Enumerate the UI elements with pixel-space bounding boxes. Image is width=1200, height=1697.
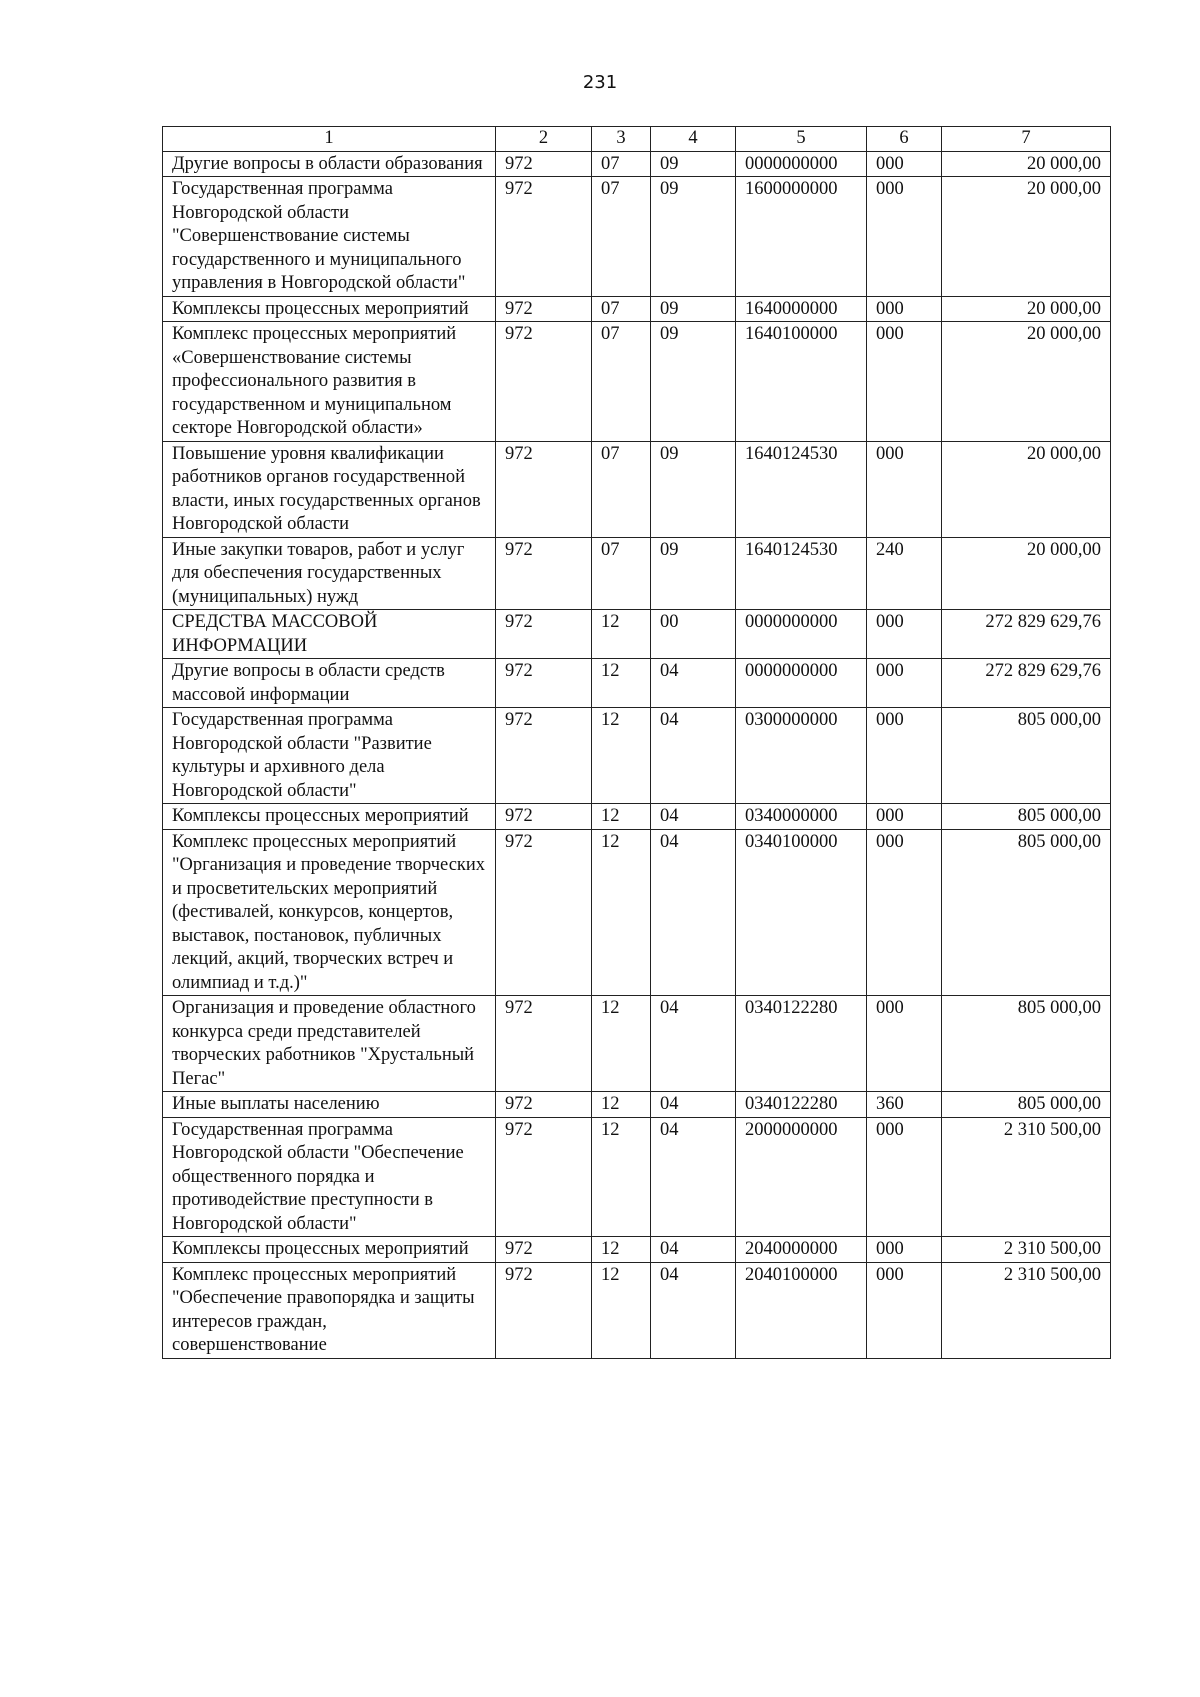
row-code-cell: 972 — [496, 1262, 592, 1358]
header-cell: 2 — [496, 127, 592, 152]
row-target-article-cell: 2040000000 — [736, 1237, 867, 1263]
row-code-cell: 972 — [496, 659, 592, 708]
row-expense-type-cell: 240 — [867, 537, 942, 610]
row-name-cell: Повышение уровня квалификации работников органов государственной власти, иных государственных органов Новгородской области — [163, 441, 496, 537]
row-target-article-cell: 1640124530 — [736, 537, 867, 610]
table-row — [163, 1092, 1111, 1118]
row-name-cell: Комплексы процессных мероприятий — [163, 1237, 496, 1263]
row-expense-type-cell: 000 — [867, 296, 942, 322]
row-subsection-cell: 09 — [651, 322, 736, 442]
row-name-cell: Государственная программа Новгородской области "Совершенствование системы государственного и муниципального управления в Новгородской области" — [163, 177, 496, 297]
table-row — [163, 996, 1111, 1092]
row-amount-cell: 272 829 629,76 — [942, 659, 1111, 708]
row-code-cell: 972 — [496, 322, 592, 442]
row-expense-type-cell: 000 — [867, 610, 942, 659]
row-target-article-cell: 1600000000 — [736, 177, 867, 297]
row-target-article-cell: 1640100000 — [736, 322, 867, 442]
row-code-cell: 972 — [496, 1092, 592, 1118]
row-amount-cell: 20 000,00 — [942, 177, 1111, 297]
row-code-cell: 972 — [496, 829, 592, 996]
row-subsection-cell: 09 — [651, 537, 736, 610]
row-section-cell: 07 — [592, 177, 651, 297]
row-section-cell: 12 — [592, 1117, 651, 1237]
row-name-cell: Комплекс процессных мероприятий "Организация и проведение творческих и просветительских мероприятий (фестивалей, конкурсов, концертов, выставок, постановок, публичных лекций, акций, творческих встреч и олимпиад и т.д.)" — [163, 829, 496, 996]
row-subsection-cell: 09 — [651, 151, 736, 177]
row-name-cell: Государственная программа Новгородской области "Развитие культуры и архивного дела Новгородской области" — [163, 708, 496, 804]
header-cell: 5 — [736, 127, 867, 152]
row-target-article-cell: 0340000000 — [736, 804, 867, 830]
row-target-article-cell: 0340122280 — [736, 1092, 867, 1118]
row-subsection-cell: 04 — [651, 659, 736, 708]
row-name-cell: Комплексы процессных мероприятий — [163, 804, 496, 830]
header-cell: 7 — [942, 127, 1111, 152]
row-amount-cell: 272 829 629,76 — [942, 610, 1111, 659]
row-target-article-cell: 0000000000 — [736, 151, 867, 177]
row-subsection-cell: 09 — [651, 177, 736, 297]
row-name-cell: Комплекс процессных мероприятий "Обеспечение правопорядка и защиты интересов граждан, совершенствование — [163, 1262, 496, 1358]
row-expense-type-cell: 000 — [867, 1262, 942, 1358]
table-row — [163, 610, 1111, 659]
row-section-cell: 07 — [592, 441, 651, 537]
row-subsection-cell: 04 — [651, 1237, 736, 1263]
row-section-cell: 12 — [592, 1092, 651, 1118]
row-target-article-cell: 2040100000 — [736, 1262, 867, 1358]
row-subsection-cell: 04 — [651, 708, 736, 804]
table-row — [163, 441, 1111, 537]
row-code-cell: 972 — [496, 177, 592, 297]
table-row — [163, 659, 1111, 708]
row-subsection-cell: 04 — [651, 829, 736, 996]
row-expense-type-cell: 000 — [867, 708, 942, 804]
row-name-cell: Государственная программа Новгородской области "Обеспечение общественного порядка и противодействие преступности в Новгородской области" — [163, 1117, 496, 1237]
row-name-cell: Комплекс процессных мероприятий «Совершенствование системы профессионального развития в государственном и муниципальном секторе Новгородской области» — [163, 322, 496, 442]
row-subsection-cell: 09 — [651, 296, 736, 322]
row-amount-cell: 20 000,00 — [942, 151, 1111, 177]
header-cell: 1 — [163, 127, 496, 152]
row-target-article-cell: 1640000000 — [736, 296, 867, 322]
row-code-cell: 972 — [496, 296, 592, 322]
row-target-article-cell: 1640124530 — [736, 441, 867, 537]
row-target-article-cell: 0000000000 — [736, 659, 867, 708]
table-row — [163, 804, 1111, 830]
row-expense-type-cell: 000 — [867, 829, 942, 996]
row-section-cell: 12 — [592, 1262, 651, 1358]
header-cell: 3 — [592, 127, 651, 152]
row-code-cell: 972 — [496, 537, 592, 610]
row-code-cell: 972 — [496, 996, 592, 1092]
row-code-cell: 972 — [496, 151, 592, 177]
row-code-cell: 972 — [496, 441, 592, 537]
header-cell: 6 — [867, 127, 942, 152]
row-target-article-cell: 0000000000 — [736, 610, 867, 659]
row-section-cell: 07 — [592, 537, 651, 610]
row-expense-type-cell: 000 — [867, 441, 942, 537]
row-subsection-cell: 04 — [651, 1262, 736, 1358]
header-cell: 4 — [651, 127, 736, 152]
row-amount-cell: 20 000,00 — [942, 322, 1111, 442]
row-amount-cell: 20 000,00 — [942, 537, 1111, 610]
row-expense-type-cell: 000 — [867, 1117, 942, 1237]
row-amount-cell: 20 000,00 — [942, 441, 1111, 537]
row-section-cell: 12 — [592, 804, 651, 830]
row-amount-cell: 2 310 500,00 — [942, 1237, 1111, 1263]
row-section-cell: 07 — [592, 322, 651, 442]
row-expense-type-cell: 000 — [867, 177, 942, 297]
row-code-cell: 972 — [496, 1237, 592, 1263]
table-row — [163, 1262, 1111, 1358]
row-name-cell: Комплексы процессных мероприятий — [163, 296, 496, 322]
row-expense-type-cell: 000 — [867, 659, 942, 708]
row-amount-cell: 805 000,00 — [942, 829, 1111, 996]
row-subsection-cell: 04 — [651, 1092, 736, 1118]
row-target-article-cell: 2000000000 — [736, 1117, 867, 1237]
budget-table — [162, 126, 1111, 1359]
row-expense-type-cell: 000 — [867, 804, 942, 830]
row-expense-type-cell: 000 — [867, 322, 942, 442]
row-name-cell: Организация и проведение областного конкурса среди представителей творческих работников "Хрустальный Пегас" — [163, 996, 496, 1092]
row-target-article-cell: 0340100000 — [736, 829, 867, 996]
row-code-cell: 972 — [496, 708, 592, 804]
row-name-cell: Иные закупки товаров, работ и услуг для обеспечения государственных (муниципальных) нужд — [163, 537, 496, 610]
table-row — [163, 322, 1111, 442]
row-name-cell: СРЕДСТВА МАССОВОЙ ИНФОРМАЦИИ — [163, 610, 496, 659]
row-section-cell: 07 — [592, 296, 651, 322]
row-code-cell: 972 — [496, 1117, 592, 1237]
row-code-cell: 972 — [496, 804, 592, 830]
row-amount-cell: 20 000,00 — [942, 296, 1111, 322]
table-row — [163, 296, 1111, 322]
row-subsection-cell: 04 — [651, 996, 736, 1092]
table-row — [163, 177, 1111, 297]
row-code-cell: 972 — [496, 610, 592, 659]
row-section-cell: 12 — [592, 996, 651, 1092]
row-section-cell: 12 — [592, 1237, 651, 1263]
row-section-cell: 12 — [592, 829, 651, 996]
row-target-article-cell: 0340122280 — [736, 996, 867, 1092]
row-expense-type-cell: 000 — [867, 151, 942, 177]
table-row — [163, 1237, 1111, 1263]
row-amount-cell: 805 000,00 — [942, 996, 1111, 1092]
table-row — [163, 708, 1111, 804]
row-name-cell: Другие вопросы в области средств массовой информации — [163, 659, 496, 708]
row-expense-type-cell: 000 — [867, 996, 942, 1092]
table-row — [163, 151, 1111, 177]
table-row — [163, 1117, 1111, 1237]
row-subsection-cell: 09 — [651, 441, 736, 537]
row-target-article-cell: 0300000000 — [736, 708, 867, 804]
row-amount-cell: 805 000,00 — [942, 708, 1111, 804]
row-subsection-cell: 04 — [651, 1117, 736, 1237]
row-amount-cell: 2 310 500,00 — [942, 1262, 1111, 1358]
row-expense-type-cell: 360 — [867, 1092, 942, 1118]
row-name-cell: Другие вопросы в области образования — [163, 151, 496, 177]
table-row — [163, 537, 1111, 610]
row-section-cell: 07 — [592, 151, 651, 177]
row-section-cell: 12 — [592, 610, 651, 659]
row-subsection-cell: 00 — [651, 610, 736, 659]
row-amount-cell: 805 000,00 — [942, 1092, 1111, 1118]
table-header-row — [163, 127, 1111, 152]
row-amount-cell: 805 000,00 — [942, 804, 1111, 830]
page-number: 231 — [582, 72, 618, 93]
row-amount-cell: 2 310 500,00 — [942, 1117, 1111, 1237]
row-expense-type-cell: 000 — [867, 1237, 942, 1263]
row-subsection-cell: 04 — [651, 804, 736, 830]
row-section-cell: 12 — [592, 659, 651, 708]
row-name-cell: Иные выплаты населению — [163, 1092, 496, 1118]
row-section-cell: 12 — [592, 708, 651, 804]
table-row — [163, 829, 1111, 996]
